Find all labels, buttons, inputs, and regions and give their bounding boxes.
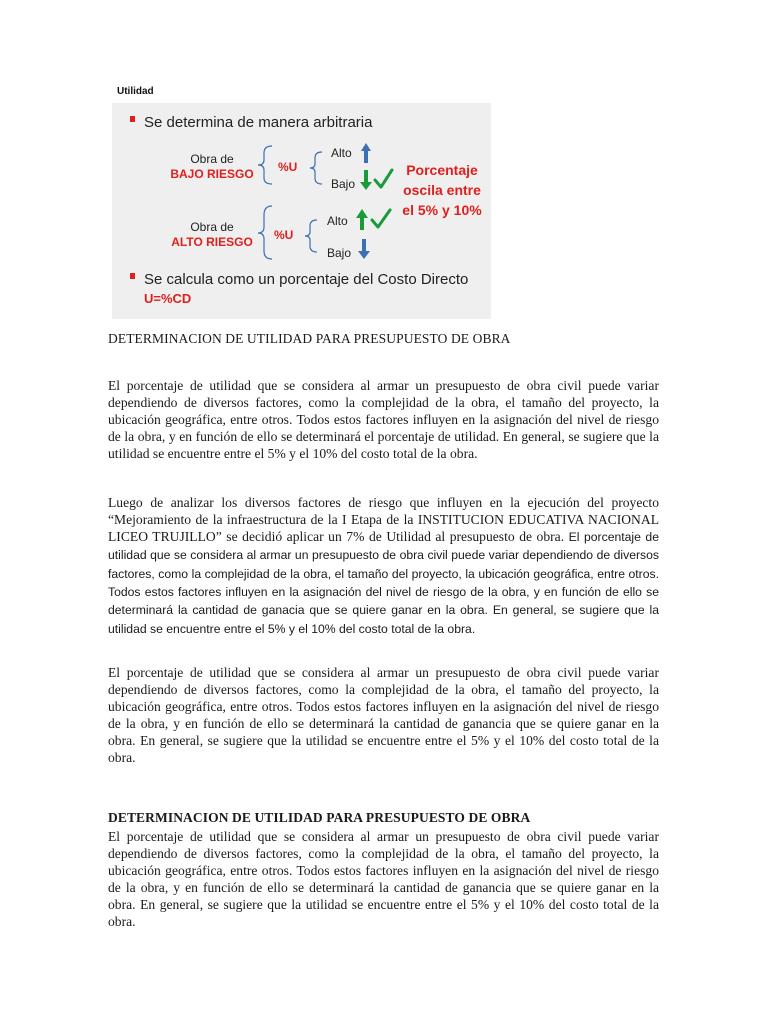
low-risk-label: BAJO RIESGO: [170, 167, 254, 181]
low-risk-pct-u: %U: [278, 160, 298, 174]
low-risk-alto-label: Alto: [331, 146, 352, 160]
paragraph: El porcentaje de utilidad que se considera al armar un presupuesto de obra civil puede variar dependiendo de diversos factores, como la complejidad de la obra, el tamaño del proyecto, la ubicación geográfica, entre otros. Todos estos factores influyen en la asignación del nivel de riesgo de la obra, y en función de ello se determinará la cantidad de ganancia que se quiere ganar en la obra. En general, se sugiere que la utilidad se encuentre entre el 5% y el 10% del costo total de la obra.: [108, 829, 659, 930]
paragraph-mixed: [108, 494, 659, 638]
high-risk-label: ALTO RIESGO: [171, 235, 253, 249]
paragraph: El porcentaje de utilidad que se considera al armar un presupuesto de obra civil puede variar dependiendo de diversos factores, como la complejidad de la obra, el tamaño del proyecto, la ubicación geográfica, entre otros. Todos estos factores influyen en la asignación del nivel de riesgo de la obra, y en función de ello se determinará el porcentaje de utilidad. En general, se sugiere que la utilidad se encuentre entre el 5% y el 10% del costo total de la obra.: [108, 378, 659, 462]
low-risk-brace-right: [310, 152, 322, 184]
paragraph: El porcentaje de utilidad que se considera al armar un presupuesto de obra civil puede variar dependiendo de diversos factores, como la complejidad de la obra, el tamaño del proyecto, la ubicación geográfica, entre otros. Todos estos factores influyen en la asignación del nivel de riesgo de la obra, y en función de ello se determinará la cantidad de ganancia que se quiere ganar en la obra. En general, se sugiere que la utilidad se encuentre entre el 5% y el 10% del costo total de la obra.: [108, 665, 659, 766]
bullet-direct-cost: Se calcula como un porcentaje del Costo Directo: [144, 271, 469, 288]
arrow-down-icon: [358, 239, 370, 259]
low-risk-bajo-label: Bajo: [331, 177, 356, 191]
low-risk-obra-label: Obra de: [190, 152, 234, 166]
arrow-up-icon: [361, 143, 371, 163]
arrow-up-icon: [356, 209, 368, 230]
figure-caption: Utilidad: [117, 86, 154, 97]
high-risk-obra-label: Obra de: [190, 220, 234, 234]
high-risk-brace-left: [258, 206, 272, 259]
utility-diagram: [112, 103, 491, 319]
section-title-bold: DETERMINACION DE UTILIDAD PARA PRESUPUESTO DE OBRA: [108, 810, 531, 825]
low-risk-brace-left: [258, 146, 272, 184]
paragraph-serif-part: Luego de analizar los diversos factores de riesgo que influyen en la ejecución del proyecto “Mejoramiento de la infraestructura de la I Etapa de la INSTITUCION EDUCATIVA NACIONAL LICEO TRUJILLO” se decidió aplicar un 7% de Utilidad al presupuesto de obra.: [108, 495, 659, 545]
bullet-arbitrary: Se determina de manera arbitraria: [144, 114, 373, 131]
high-risk-bajo-label: Bajo: [327, 246, 352, 260]
high-risk-pct-u: %U: [274, 228, 294, 242]
arrow-down-icon: [360, 170, 372, 190]
section-title: DETERMINACION DE UTILIDAD PARA PRESUPUESTO DE OBRA: [108, 331, 511, 346]
bullet-marker: [130, 273, 135, 279]
paragraph-sans-part: El porcentaje de utilidad que se considera al armar un presupuesto de obra civil puede variar dependiendo de diversos factores, como la complejidad de la obra, el tamaño del proyecto, la ubicación geográfica, entre otros. Todos estos factores influyen en la asignación del nivel de riesgo de la obra, y en función de ello se determinará la cantidad de ganacia que se quiere ganar en la obra. En general, se sugiere que la utilidad se encuentre entre el 5% y el 10% del costo total de la obra.: [108, 530, 659, 636]
high-risk-brace-right: [305, 220, 317, 252]
percentage-range-note: Porcentaje oscila entre el 5% y 10%: [402, 162, 482, 218]
checkmark-icon: [372, 210, 390, 227]
high-risk-alto-label: Alto: [327, 214, 348, 228]
formula: U=%CD: [144, 291, 192, 306]
checkmark-icon: [375, 170, 392, 187]
